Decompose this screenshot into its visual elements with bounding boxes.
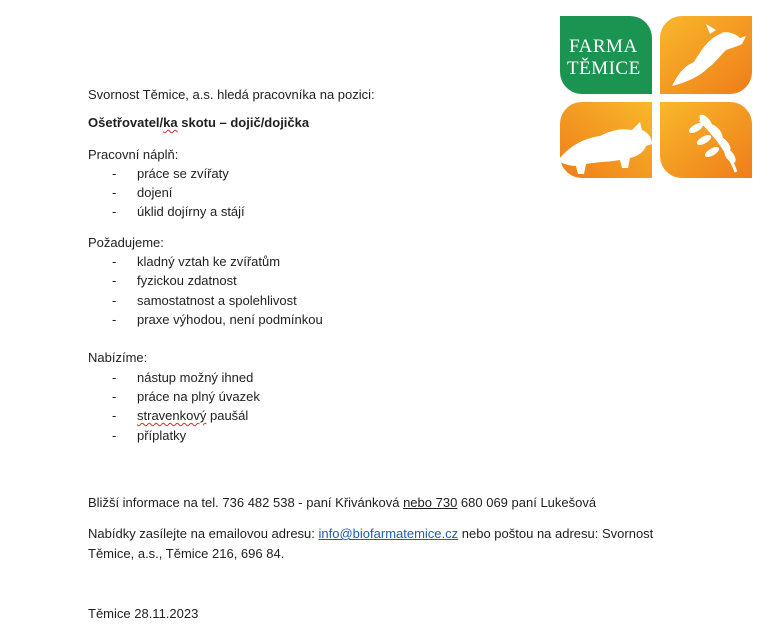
list-bullet: - [112,389,117,404]
offer-item: nástup možný ihned [137,370,254,385]
duties-item: úklid dojírny a stájí [137,204,245,219]
position-title-part1: Ošetřovatel/ [88,115,164,130]
offer-item: práce na plný úvazek [137,389,260,404]
offer-item [137,407,248,424]
farma-temice-logo [560,16,752,178]
contact-info-prefix: Bližší informace na tel. 736 482 538 - paní Křivánková [88,495,404,510]
position-title [88,114,309,131]
list-bullet: - [112,254,117,269]
list-bullet: - [112,312,117,327]
list-bullet: - [112,166,117,181]
apply-suffix: nebo poštou na adresu: Svornost [458,526,654,541]
document-date: Těmice 28.11.2023 [88,606,199,621]
offer-item-misspelled: stravenkový [137,408,207,423]
apply-line2: Těmice, a.s., Těmice 216, 696 84. [88,546,285,561]
duties-heading: Pracovní náplň: [88,147,179,162]
email-link[interactable]: info@biofarmatemice.cz [318,526,459,541]
list-bullet: - [112,428,117,443]
requirements-item: fyzickou zdatnost [137,273,237,288]
position-title-part2: ka [163,115,178,130]
logo-text-farma: FARMA [569,36,638,57]
contact-info-nebo: nebo 730 [403,495,458,510]
logo-text-temice: TĚMICE [567,58,641,79]
contact-info-suffix: 680 069 paní Lukešová [457,495,597,510]
list-bullet: - [112,293,117,308]
offer-item-rest: paušál [206,408,249,423]
offer-item: příplatky [137,428,187,443]
duties-item: práce se zvířaty [137,166,229,181]
list-bullet: - [112,204,117,219]
apply-prefix: Nabídky zasílejte na emailovou adresu: [88,526,319,541]
list-bullet: - [112,185,117,200]
requirements-item: samostatnost a spolehlivost [137,293,297,308]
requirements-item: praxe výhodou, není podmínkou [137,312,323,327]
contact-info [88,494,596,511]
position-title-part3: skotu – dojič/dojička [177,115,310,130]
offer-heading: Nabízíme: [88,350,148,365]
requirements-item: kladný vztah ke zvířatům [137,254,281,269]
requirements-heading: Požadujeme: [88,235,164,250]
list-bullet: - [112,408,117,423]
intro-text: Svornost Těmice, a.s. hledá pracovníka na pozici: [88,87,375,102]
list-bullet: - [112,370,117,385]
apply-line1 [88,525,653,542]
duties-item: dojení [137,185,173,200]
list-bullet: - [112,273,117,288]
